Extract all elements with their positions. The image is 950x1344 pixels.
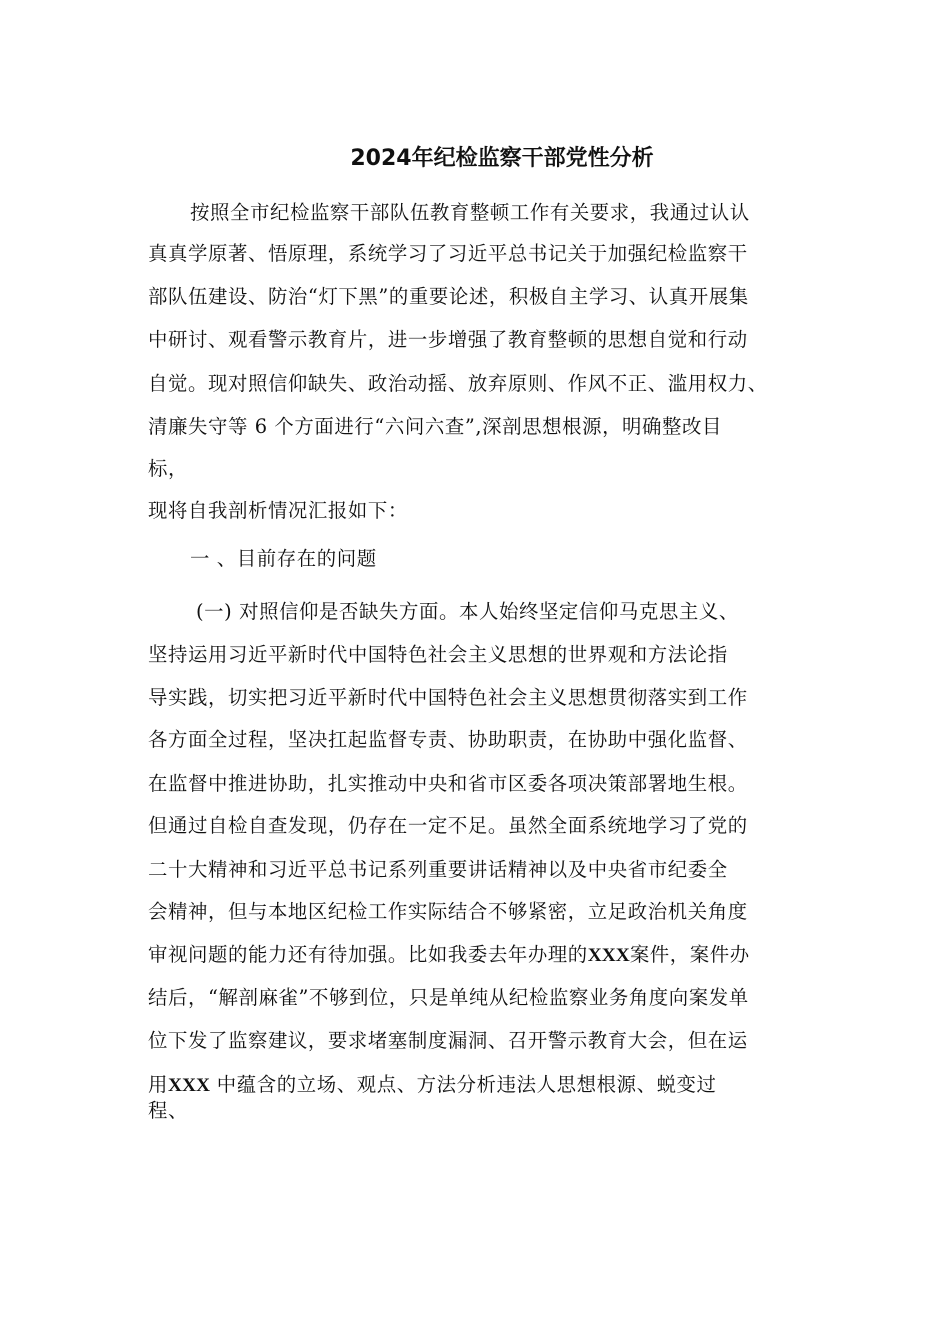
case-placeholder: XXX: [587, 945, 630, 966]
intro-line: 按照全市纪检监察干部队伍教育整顿工作有关要求，我通过认认: [190, 201, 750, 224]
body-line: 位下发了监察建议，要求堵塞制度漏洞、召开警示教育大会，但在运: [148, 1029, 748, 1052]
intro-line: 标，: [148, 457, 188, 480]
body-text: 案件，案件办: [629, 943, 750, 966]
body-line: 二十大精神和习近平总书记系列重要讲话精神以及中央省市纪委全: [148, 858, 728, 881]
case-placeholder: XXX: [168, 1075, 211, 1096]
body-line: 在监督中推进协助，扎实推动中央和省市区委各项决策部署地生根。: [148, 772, 748, 795]
body-line: 但通过自检自查发现，仍存在一定不足。虽然全面系统地学习了党的: [148, 814, 748, 837]
document-title: 2024年纪检监察干部党性分析: [350, 146, 654, 171]
body-line-with-case-ref: [148, 1071, 717, 1100]
section-heading: 一 、目前存在的问题: [190, 547, 377, 570]
body-line: 导实践，切实把习近平新时代中国特色社会主义思想贯彻落实到工作: [148, 686, 748, 709]
body-line: 会精神，但与本地区纪检工作实际结合不够紧密，立足政治机关角度: [148, 900, 748, 923]
intro-line: 清廉失守等 6 个方面进行“六问六查”,深剖思想根源，明确整改目: [148, 415, 723, 438]
body-line: 程、: [148, 1099, 188, 1122]
body-line: 各方面全过程，坚决扛起监督专责、协助职责，在协助中强化监督、: [148, 728, 748, 751]
body-text: 中蕴含的立场、观点、方法分析违法人思想根源、蜕变过: [210, 1073, 717, 1096]
body-line-with-case-ref: [148, 941, 750, 970]
body-line: (一) 对照信仰是否缺失方面。本人始终坚定信仰马克思主义、: [196, 600, 739, 623]
intro-line: 真真学原著、悟原理，系统学习了习近平总书记关于加强纪检监察干: [148, 242, 748, 265]
body-line: 结后，“解剖麻雀”不够到位，只是单纯从纪检监察业务角度向案发单: [148, 986, 749, 1009]
intro-line: 自觉。现对照信仰缺失、政治动摇、放弃原则、作风不正、滥用权力、: [148, 372, 768, 395]
intro-line: 部队伍建设、防治“灯下黑”的重要论述，积极自主学习、认真开展集: [148, 285, 749, 308]
body-text: 审视问题的能力还有待加强。比如我委去年办理的: [148, 943, 588, 966]
body-line: 坚持运用习近平新时代中国特色社会主义思想的世界观和方法论指: [148, 643, 728, 666]
intro-line: 现将自我剖析情况汇报如下：: [148, 499, 408, 522]
body-text: 用: [148, 1073, 168, 1096]
intro-line: 中研讨、观看警示教育片，进一步增强了教育整顿的思想自觉和行动: [148, 328, 748, 351]
